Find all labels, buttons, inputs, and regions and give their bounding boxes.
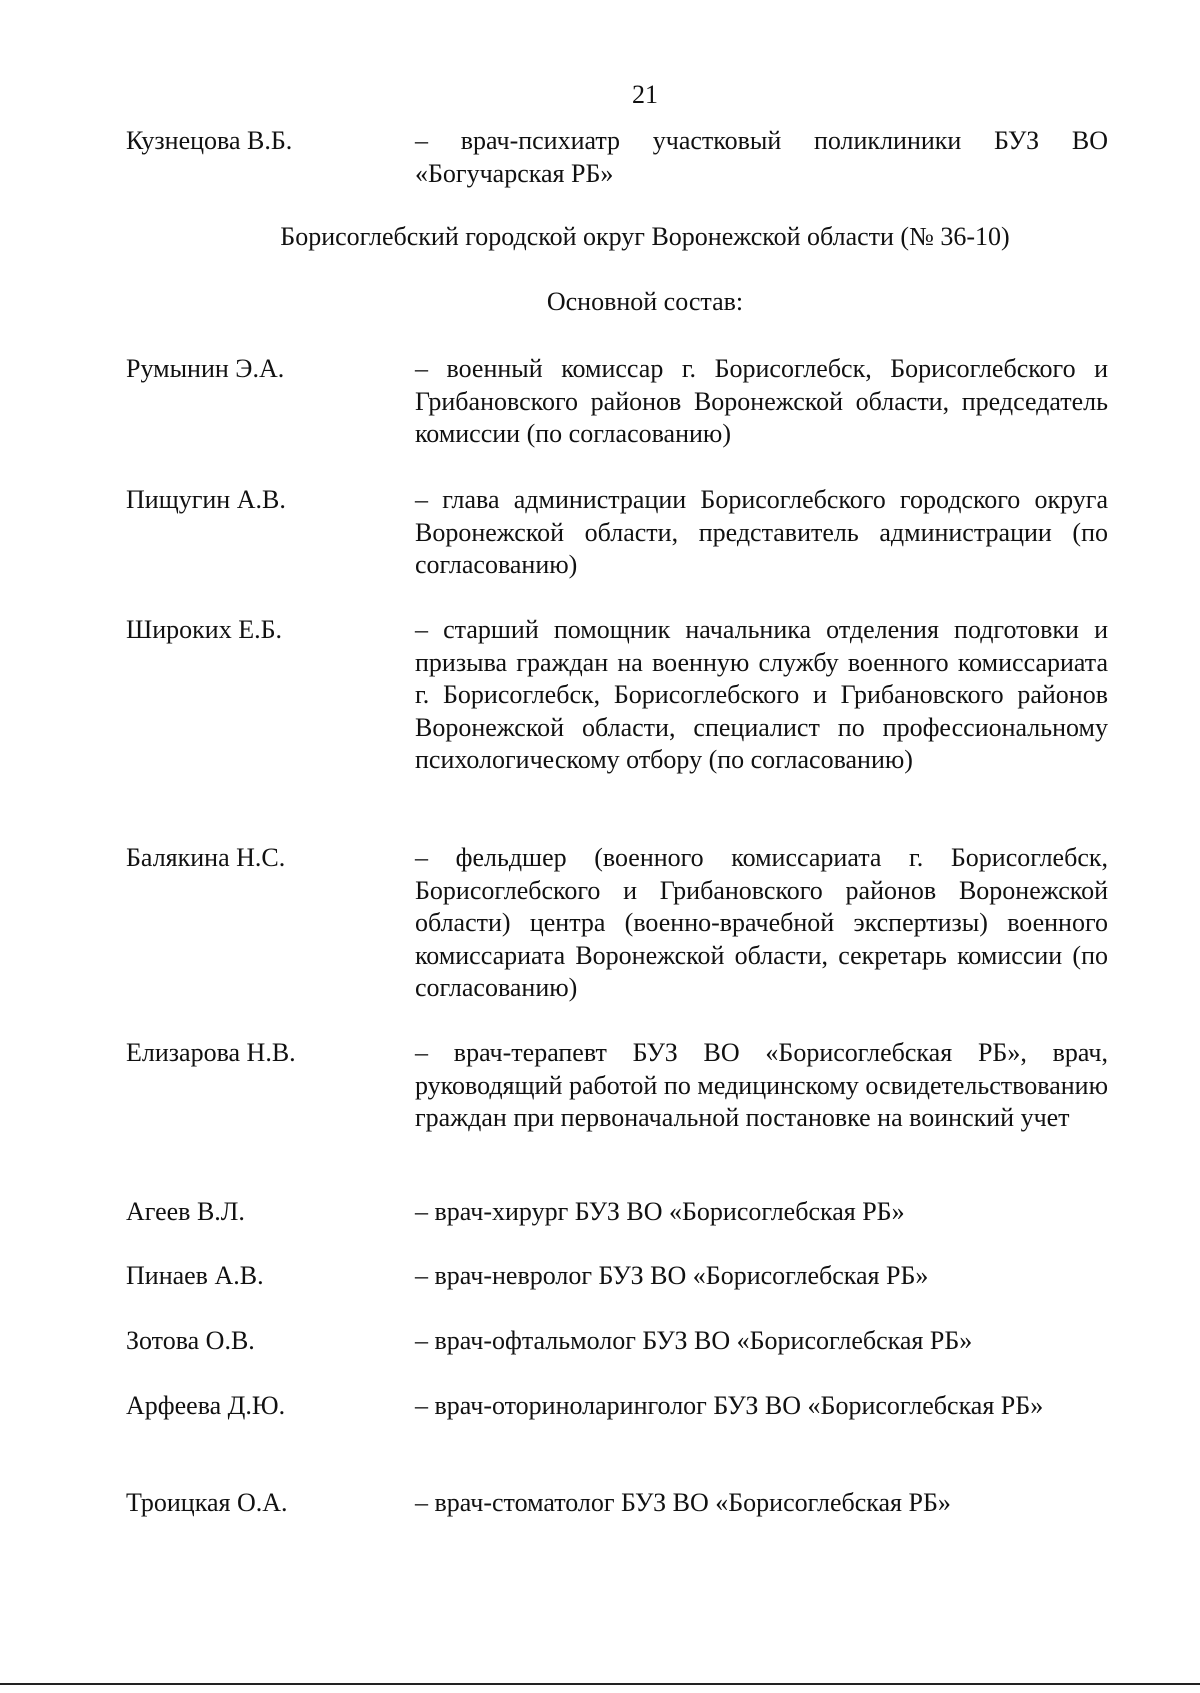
member-role: – врач-офтальмолог БУЗ ВО «Борисоглебская РБ» [415,1326,973,1355]
member-role: – врач-невролог БУЗ ВО «Борисоглебская РБ» [415,1261,929,1290]
member-role: – врач-терапевт БУЗ ВО «Борисоглебская РБ», врач, руководящий работой по медицинскому освидетельствованию граждан при первоначальной постановке на воинский учет [415,1038,1108,1132]
member-name: Румынин Э.А. [126,354,285,383]
member-role: – военный комиссар г. Борисоглебск, Борисоглебского и Грибановского районов Воронежской области, председатель комиссии (по согласованию) [415,354,1108,448]
member-name: Пищугин А.В. [126,485,286,514]
member-name: Широких Е.Б. [126,615,282,644]
member-name: Елизарова Н.В. [126,1038,296,1067]
member-role: – фельдшер (военного комиссариата г. Борисоглебск, Борисоглебского и Грибановского районов Воронежской области) центра (военно-врачебной экспертизы) военного комиссариата Воронежской области, секретарь комиссии (по согласованию) [415,843,1108,1002]
member-name: Кузнецова В.Б. [126,126,293,155]
member-role: – врач-стоматолог БУЗ ВО «Борисоглебская РБ» [415,1488,951,1517]
member-name: Троицкая О.А. [126,1488,288,1517]
page-bottom-rule [0,1683,1200,1685]
section-title: Основной состав: [546,287,744,316]
member-name: Арфеева Д.Ю. [126,1391,286,1420]
member-name: Балякина Н.С. [126,843,286,872]
member-role: – врач-психиатр участковый поликлиники БУЗ ВО «Богучарская РБ» [415,126,1108,188]
member-role: – старший помощник начальника отделения подготовки и призыва граждан на военную службу военного комиссариата г. Борисоглебск, Борисоглебского и Грибановского районов Воронежской области, специалист по профессиональному психологическому отбору (по согласованию) [415,615,1108,774]
member-name: Пинаев А.В. [126,1261,264,1290]
member-role: – врач-оториноларинголог БУЗ ВО «Борисоглебская РБ» [415,1391,1044,1420]
member-role: – глава администрации Борисоглебского городского округа Воронежской области, представитель администрации (по согласованию) [415,485,1108,579]
member-name: Зотова О.В. [126,1326,255,1355]
page-number: 21 [632,80,658,109]
member-name: Агеев В.Л. [126,1197,245,1226]
member-role: – врач-хирург БУЗ ВО «Борисоглебская РБ» [415,1197,905,1226]
district-title: Борисоглебский городской округ Воронежской области (№ 36-10) [280,222,1010,251]
